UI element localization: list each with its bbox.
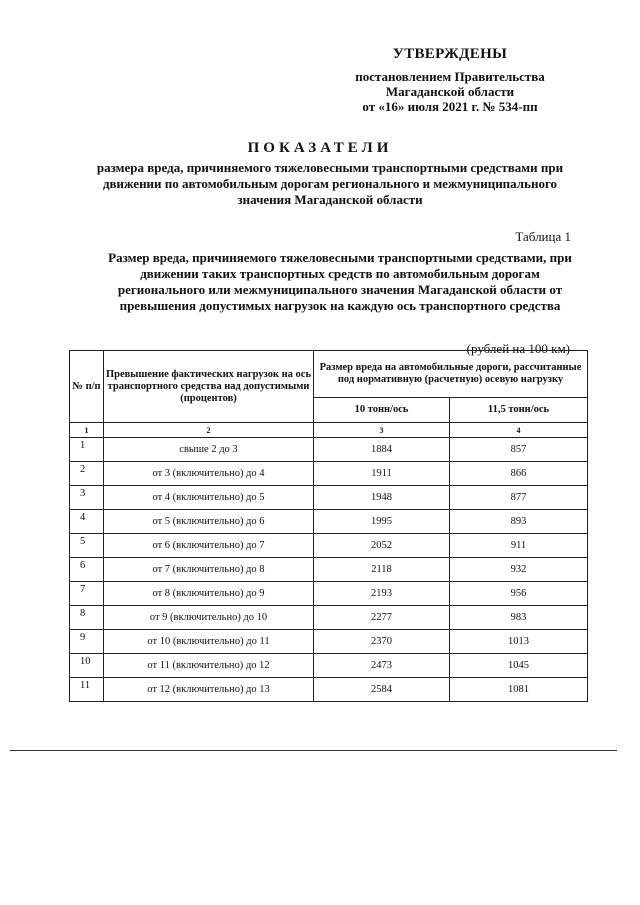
row-value-11-5t: 857: [450, 438, 588, 462]
table-number: Таблица 1: [515, 229, 571, 244]
row-value-10t: 1948: [314, 486, 450, 510]
table-row: [70, 510, 588, 534]
row-value-11-5t: 983: [450, 606, 588, 630]
document-subtitle: размера вреда, причиняемого тяжеловесными транспортными средствами при движении по автомобильным дорогам регионального и межмуниципального значения Магаданской области: [96, 160, 564, 207]
row-range: от 12 (включительно) до 13: [104, 678, 314, 702]
table-row: [70, 534, 588, 558]
row-value-11-5t: 866: [450, 462, 588, 486]
header-11-5t: 11,5 тонн/ось: [450, 398, 588, 423]
row-value-11-5t: 911: [450, 534, 588, 558]
row-range: от 9 (включительно) до 10: [104, 606, 314, 630]
row-value-11-5t: 956: [450, 582, 588, 606]
table-row: [70, 558, 588, 582]
row-value-10t: 2118: [314, 558, 450, 582]
document-title: ПОКАЗАТЕЛИ: [247, 140, 393, 156]
row-value-10t: 2052: [314, 534, 450, 558]
table-row: [70, 582, 588, 606]
row-value-11-5t: 893: [450, 510, 588, 534]
row-number: 6: [70, 558, 104, 582]
index-cell: 2: [104, 423, 314, 438]
table-row: [70, 486, 588, 510]
row-number: 8: [70, 606, 104, 630]
row-value-10t: 1995: [314, 510, 450, 534]
damage-table: [69, 350, 588, 702]
row-value-11-5t: 932: [450, 558, 588, 582]
index-cell: 3: [314, 423, 450, 438]
header-excess: Превышение фактических нагрузок на ось транспортного средства над допустимыми (процентов): [104, 351, 314, 423]
row-value-10t: 2277: [314, 606, 450, 630]
table-row: [70, 678, 588, 702]
row-number: 5: [70, 534, 104, 558]
row-number: 4: [70, 510, 104, 534]
table-row: [70, 438, 588, 462]
row-number: 1: [70, 438, 104, 462]
row-number: 3: [70, 486, 104, 510]
row-value-11-5t: 877: [450, 486, 588, 510]
table-caption: Размер вреда, причиняемого тяжеловесными транспортными средствами, при движении таких транспортных средств по автомобильным дорогам регионального или межмуниципального значения Магаданской области от превышения допустимых нагрузок на каждую ось транспортного средства: [108, 250, 572, 313]
table-units: (рублей на 100 км): [466, 341, 570, 356]
header-num: № п/п: [70, 351, 104, 423]
row-value-10t: 2473: [314, 654, 450, 678]
approval-line-1: постановлением Правительства: [355, 69, 545, 84]
header-damage: Размер вреда на автомобильные дороги, рассчитанные под нормативную (расчетную) осевую нагрузку: [314, 351, 588, 398]
row-number: 11: [70, 678, 104, 702]
table-row: [70, 654, 588, 678]
row-value-10t: 2584: [314, 678, 450, 702]
header-10t: 10 тонн/ось: [314, 398, 450, 423]
row-value-10t: 2193: [314, 582, 450, 606]
table-row: [70, 462, 588, 486]
index-cell: 1: [70, 423, 104, 438]
table-row: [70, 606, 588, 630]
row-number: 7: [70, 582, 104, 606]
index-cell: 4: [450, 423, 588, 438]
row-value-11-5t: 1013: [450, 630, 588, 654]
table-row: [70, 630, 588, 654]
row-value-11-5t: 1081: [450, 678, 588, 702]
row-number: 2: [70, 462, 104, 486]
footer-divider: [10, 750, 617, 751]
row-range: от 3 (включительно) до 4: [104, 462, 314, 486]
row-range: от 10 (включительно) до 11: [104, 630, 314, 654]
row-number: 9: [70, 630, 104, 654]
row-value-10t: 1911: [314, 462, 450, 486]
approval-block: [330, 46, 570, 114]
row-range: от 4 (включительно) до 5: [104, 486, 314, 510]
approval-line-3: от «16» июля 2021 г. № 534-пп: [362, 99, 538, 114]
row-value-10t: 1884: [314, 438, 450, 462]
row-range: свыше 2 до 3: [104, 438, 314, 462]
row-range: от 5 (включительно) до 6: [104, 510, 314, 534]
row-value-10t: 2370: [314, 630, 450, 654]
approval-line-2: Магаданской области: [385, 84, 515, 99]
row-range: от 11 (включительно) до 12: [104, 654, 314, 678]
row-range: от 7 (включительно) до 8: [104, 558, 314, 582]
row-value-11-5t: 1045: [450, 654, 588, 678]
row-range: от 8 (включительно) до 9: [104, 582, 314, 606]
index-row: [70, 423, 588, 438]
approval-title: УТВЕРЖДЕНЫ: [392, 46, 508, 62]
row-number: 10: [70, 654, 104, 678]
row-range: от 6 (включительно) до 7: [104, 534, 314, 558]
